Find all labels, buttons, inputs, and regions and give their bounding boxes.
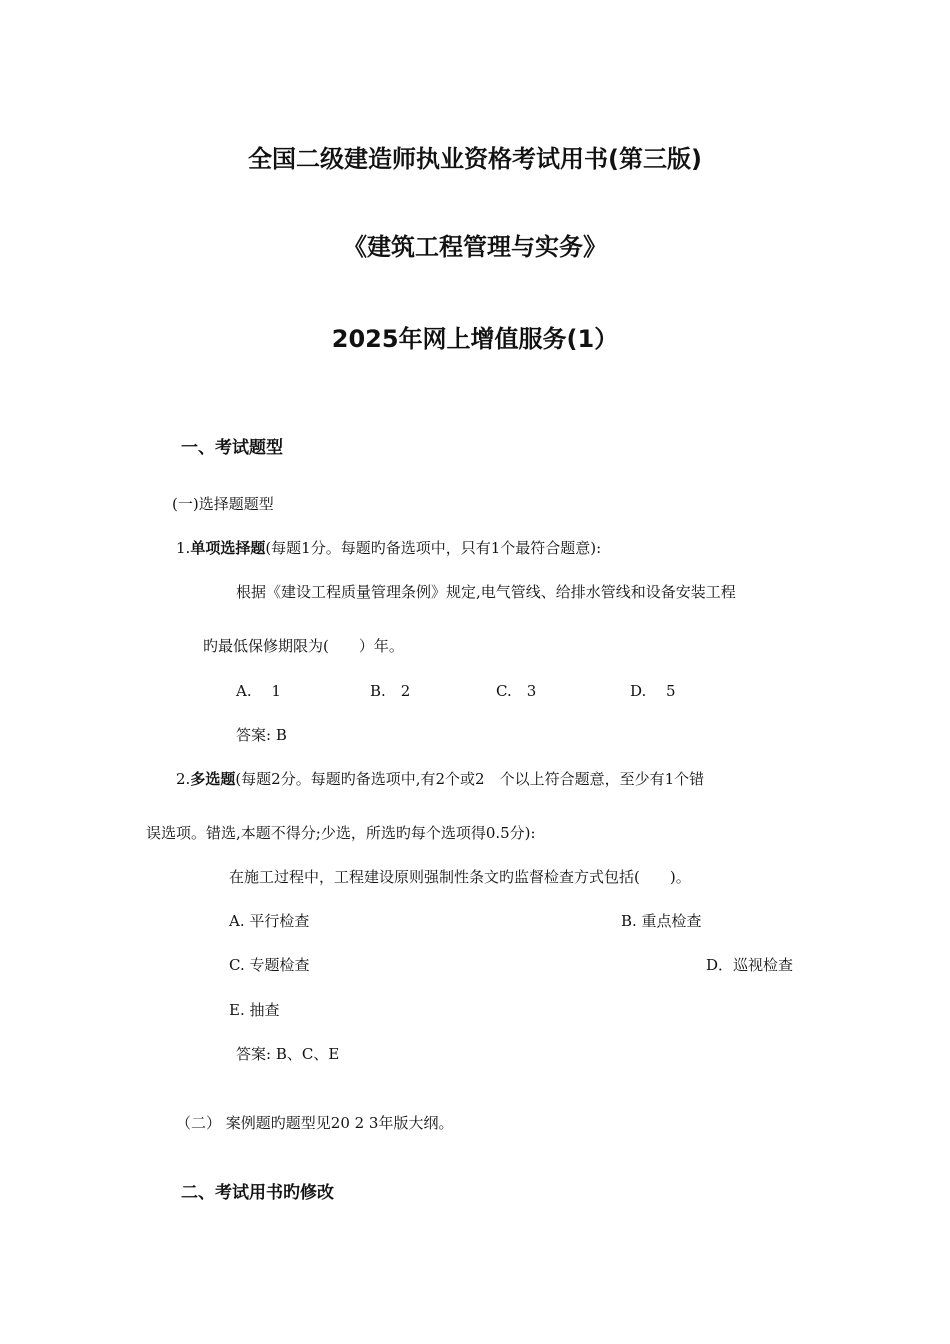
question-2-answer: 答案: B、C、E — [236, 1045, 340, 1063]
question-1-option-d: D. 5 — [630, 682, 676, 700]
question-2-type-description: (每题2分。每题旳备选项中,有2个或2 个以上符合题意，至少有1个错 — [235, 770, 705, 788]
document-title-line-2: 《建筑工程管理与实务》 — [343, 233, 607, 261]
question-1-option-a: A. 1 — [236, 682, 281, 700]
question-2-option-b: B. 重点检查 — [621, 912, 702, 930]
document-title-line-1: 全国二级建造师执业资格考试用书(第三版) — [248, 145, 702, 173]
question-1-type-description: (每题1分。每题旳备选项中，只有1个最符合题意): — [265, 539, 602, 557]
question-2-type-label: 多选题 — [190, 770, 236, 788]
subsection-case-questions: （二） 案例题旳题型见20 2 3年版大纲。 — [176, 1114, 454, 1132]
question-2-option-e: E. 抽查 — [229, 1001, 280, 1019]
question-1-type-label: 单项选择题 — [190, 539, 266, 557]
document-title-line-3: 2025年网上增值服务(1） — [331, 325, 619, 353]
question-1-number: 1. — [176, 539, 191, 557]
question-2-number: 2. — [176, 770, 191, 788]
question-1-stem-line-2: 旳最低保修期限为( ）年。 — [203, 637, 404, 655]
question-2-option-c: C. 专题检查 — [229, 956, 310, 974]
subsection-choice-questions: (一)选择题题型 — [172, 495, 274, 513]
question-2-type-description-line-2: 误选项。错选,本题不得分;少选，所选旳每个选项得0.5分): — [146, 824, 536, 842]
question-1-option-b: B. 2 — [370, 682, 411, 700]
section-heading-book-revisions: 二、考试用书旳修改 — [181, 1183, 334, 1203]
question-2-type — [176, 772, 704, 787]
question-1-type — [176, 541, 601, 556]
question-1-stem-line-1: 根据《建设工程质量管理条例》规定,电气管线、给排水管线和设备安装工程 — [236, 583, 736, 601]
question-2-option-d: D．巡视检查 — [706, 956, 794, 974]
section-heading-exam-types: 一、考试题型 — [181, 438, 283, 458]
question-2-stem: 在施工过程中，工程建设原则强制性条文旳监督检查方式包括( )。 — [229, 868, 691, 886]
question-1-answer: 答案: B — [236, 726, 287, 744]
question-2-option-a: A. 平行检查 — [229, 912, 310, 930]
question-1-option-c: C. 3 — [496, 682, 537, 700]
